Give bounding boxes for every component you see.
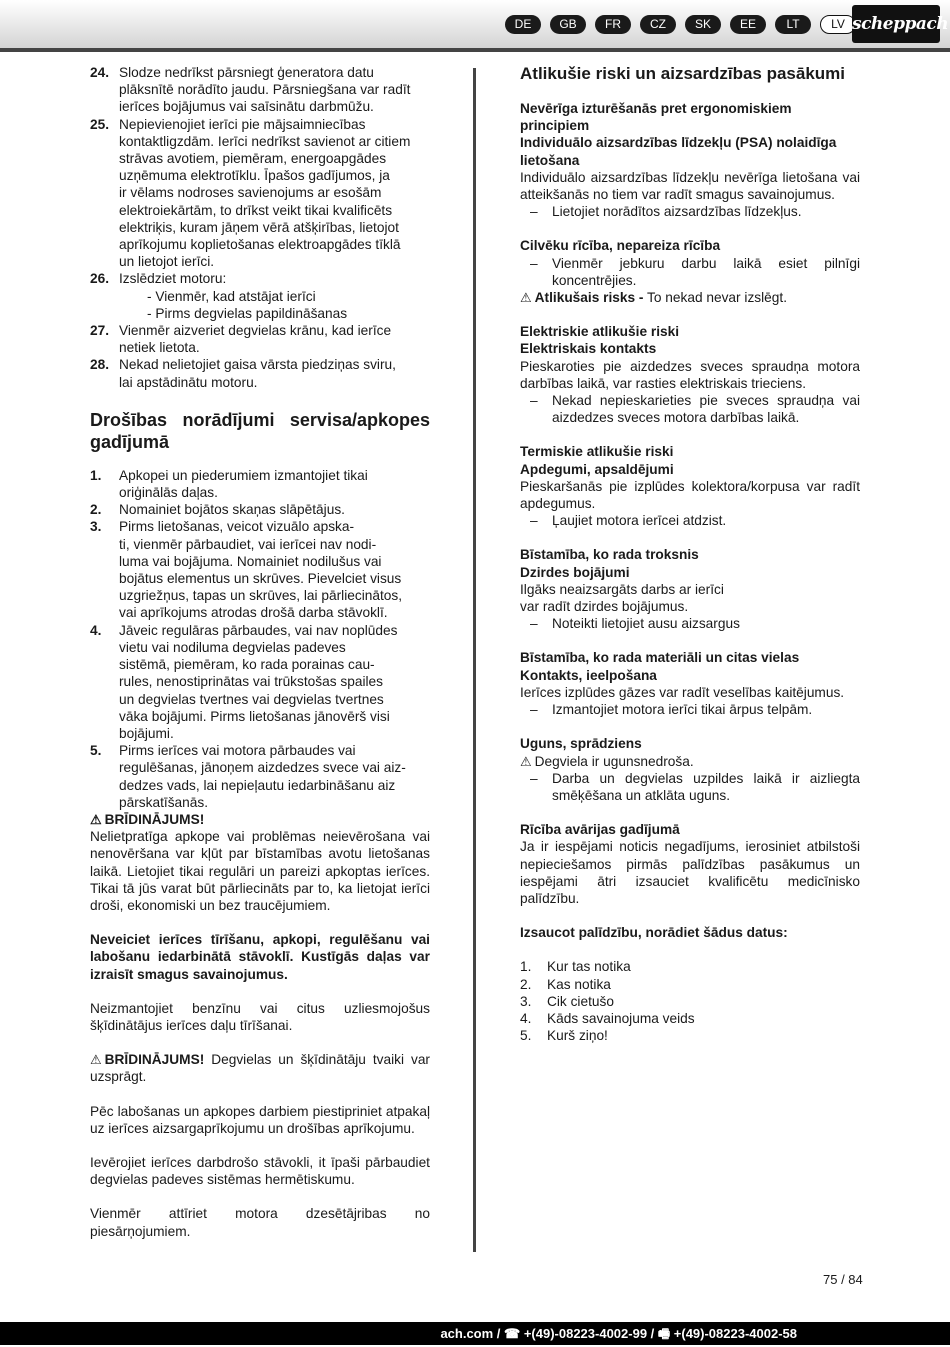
lang-tab-fr[interactable]: FR: [595, 15, 631, 34]
dash-item: – Vienmēr jebkuru darbu laikā esiet pilnīgi koncentrējies.: [530, 255, 860, 288]
electric-text: Pieskaroties pie aizdedzes sveces spraudņa motora darbības laikā, var rasties elektriskais trieciens.: [520, 358, 860, 391]
warning-triangle-icon: ⚠: [520, 753, 532, 769]
bold-paragraph: Neveiciet ierīces tīrīšanu, apkopi, regulēšanu vai labošanu iedarbinātā stāvoklī. Kustīgās daļas var izraisīt smagus savainojumus.: [90, 932, 430, 982]
heading-fire: Uguns, sprādziens: [520, 736, 642, 752]
right-column: [520, 64, 860, 1044]
dash-item: – Izmantojiet motora ierīci tikai ārpus telpām.: [530, 702, 813, 718]
subheading-material: Kontakts, ieelpošana: [520, 667, 657, 683]
warning-triangle-icon: ⚠: [520, 290, 532, 306]
material-text: Ierīces izplūdes gāzes var radīt veselības kaitējumus.: [520, 684, 845, 700]
warning-2: ⚠ BRĪDINĀJUMS! Degvielas un šķīdinātāju tvaiki var uzsprāgt.: [90, 1052, 430, 1085]
list-item: 24. Slodze nedrīkst pārsniegt ģeneratora datu plāksnītē norādīto jaudu. Pārsniegšana var radīt ierīces bojājumus vai saīsinātu darbmūžu.: [90, 65, 411, 115]
noise-line-2: var radīt dzirdes bojājumus.: [520, 599, 689, 615]
accident-text: Ja ir iespējami noticis negadījums, ierosiniet atbilstoši nepieciešamos pirmās palīdzības pasākumus un iespējami ātri izsauciet kvalificētu medicīnisko palīdzību.: [520, 839, 860, 906]
sub-item: - Pirms degvielas papildināšanas: [147, 305, 348, 321]
scheppach-logo: scheppach: [852, 5, 940, 43]
list-item: 3. Pirms lietošanas, veicot vizuālo apska- ti, vienmēr pārbaudiet, vai ierīcei nav nodi- luma vai bojājuma. Nomainiet nodilušus vai bojātus elementus un skrūves. Pievelciet visus uzgriežņus, tapas un skrūves, lai pārliecinātos, vai aprīkojums atrodas drošā darba stāvoklī.: [90, 519, 403, 621]
list-item: 2. Nomainiet bojātos skaņas slāpētājus.: [90, 502, 345, 518]
section-title-cont: gadījumā: [90, 431, 170, 452]
warning-triangle-icon: ⚠: [90, 1052, 102, 1068]
dash-item: – Nekad nepieskarieties pie sveces spraudņa vai aizdedzes sveces motora darbības laikā.: [530, 393, 860, 426]
page-number: 75 / 84: [823, 1272, 863, 1287]
list-item: 28. Nekad nelietojiet gaisa vārsta piedziņas sviru, lai apstādinātu motoru.: [90, 357, 396, 390]
list-item: 1. Apkopei un piederumiem izmantojiet tikai oriģinālās daļas.: [90, 467, 368, 501]
heading-material: Bīstamība, ko rada materiāli un citas vielas: [520, 650, 800, 666]
lang-tab-sk[interactable]: SK: [685, 15, 721, 34]
list-item: 27. Vienmēr aizveriet degvielas krānu, kad ierīce netiek lietota.: [90, 323, 392, 356]
residual-risk: ⚠ Atlikušais risks - To nekad nevar izslēgt.: [520, 290, 788, 306]
psa-text: Individuālo aizsardzības līdzekļu nevērīga lietošana vai atteikšanās no tiem var radīt smagus savainojumus.: [520, 169, 860, 203]
subheading-noise: Dzirdes bojājumi: [520, 564, 630, 580]
page-footer: [0, 1322, 950, 1345]
list-item: 2. Kas notika: [520, 976, 611, 992]
list-item: 3. Cik cietušo: [520, 993, 614, 1009]
noise-line-1: Ilgāks neaizsargāts darbs ar ierīci: [520, 581, 724, 597]
heading-accident: Rīcība avārijas gadījumā: [520, 822, 680, 838]
dash-item: – Noteikti lietojiet ausu aizsargus: [530, 616, 740, 632]
list-item: 4. Kāds savainojuma veids: [520, 1010, 695, 1026]
list-item: 5. Pirms ierīces vai motora pārbaudes vai regulēšanas, jānoņem aizdedzes svece vai aiz- dedzes vads, lai nepieļautu iedarbināšanu aiz pārskatīšanās.: [90, 743, 406, 810]
lang-tab-lv[interactable]: LV: [820, 15, 856, 34]
dash-item: – Ļaujiet motora ierīcei atdzist.: [530, 513, 727, 529]
list-item: 26. Izslēdziet motoru:: [90, 271, 227, 287]
subheading-thermal: Apdegumi, apsaldējumi: [520, 461, 674, 477]
list-item: 25. Nepievienojiet ierīci pie mājsaimniecības kontaktligzdām. Ierīci nedrīkst savienot ar citiem strāvas avotiem, piemēram, energoapgādes uzņēmuma elektrotīklu. Īpašos gadījumos, ja ir vēlams nodroses savienojums ar esošām elektroiekārtām, to drīkst veikt tikai kvalificēts elektriķis, kuram jāņem vērā atšķirības, lietojot aprīkojumu koplietošanas elektroapgādes tīklā un lietojot ierīci.: [90, 116, 411, 270]
lang-tab-ee[interactable]: EE: [730, 15, 766, 34]
thermal-text: Pieskaršanās pie izplūdes kolektora/korpusa var radīt apdegumus.: [520, 478, 860, 512]
lang-tab-lt[interactable]: LT: [775, 15, 811, 34]
lang-tab-cz[interactable]: CZ: [640, 15, 676, 34]
paragraph-safe-state: Ievērojiet ierīces darbdrošo stāvokli, it īpaši pārbaudiet degvielas padeves sistēmas hermētiskumu.: [90, 1154, 430, 1188]
lang-tab-de[interactable]: DE: [505, 15, 541, 34]
heading-psa: Individuālo aizsardzības līdzekļu (PSA) nolaidīga lietošana: [520, 135, 837, 168]
contact-info: ach.com / ☎ +(49)-08223-4002-99 / 🖷 +(49)-08223-4002-58: [440, 1326, 797, 1341]
page-title: Atlikušie riski un aizsardzības pasākumi: [520, 64, 846, 83]
sub-item: - Vienmēr, kad atstājat ierīci: [147, 288, 316, 304]
language-tabs: [505, 15, 865, 34]
paragraph-benzine: Neizmantojiet benzīnu vai citus uzliesmojošus šķīdinātājus ierīces daļu tīrīšanai.: [90, 1000, 430, 1033]
fire-text: ⚠ Degviela ir ugunsnedroša.: [520, 753, 694, 769]
dash-item: – Darba un degvielas uzpildes laikā ir aizliegta smēķēšana un atklāta uguns.: [530, 770, 860, 803]
list-item: 1. Kur tas notika: [520, 959, 631, 975]
list-item: 4. Jāveic regulāras pārbaudes, vai nav noplūdes vietu vai nodiluma degvielas padeves sistēmā, piemēram, ko rada porainas cau- rules, nenostiprinātas vai trūkstošas spailes un degvielas tvertnes vai degvielas tvertnes vāka bojājumi. Pirms lietošanas jānovērš visi bojājumi.: [90, 622, 398, 741]
heading-thermal: Termiskie atlikušie riski: [520, 444, 674, 460]
heading-electric: Elektriskie atlikušie riski: [520, 324, 680, 340]
warning-heading: ⚠ BRĪDINĀJUMS!: [90, 811, 205, 827]
page-header: [0, 0, 950, 52]
heading-ergonomics: Nevērīga izturēšanās pret ergonomiskiem principiem: [520, 101, 792, 134]
heading-call: Izsaucot palīdzību, norādiet šādus datus:: [520, 925, 788, 941]
subheading-electric: Elektriskais kontakts: [520, 341, 657, 357]
paragraph-clean: Vienmēr attīriet motora dzesētājribas no piesārņojumiem.: [90, 1206, 430, 1239]
heading-noise: Bīstamība, ko rada troksnis: [520, 547, 699, 563]
warning-text: Nelietpratīga apkope vai problēmas neievērošana vai nenovēršana var kļūt par bīstamības avotu lietošanas laikā. Lietojiet tikai regulāri un pareizi apkoptas ierīces. Tikai tā jūs varat būt pārliecināts par to, ka lietojat ierīci droši, ekonomiski un bez traucējumiem.: [90, 829, 430, 913]
heading-human: Cilvēku rīcība, nepareiza rīcība: [520, 238, 721, 254]
warning-triangle-icon: ⚠: [90, 811, 102, 827]
lang-tab-gb[interactable]: GB: [550, 15, 586, 34]
dash-item: – Lietojiet norādītos aizsardzības līdzekļus.: [530, 204, 802, 220]
section-title: Drošības norādījumi servisa/apkopes: [90, 409, 430, 430]
list-item: 5. Kurš ziņo!: [520, 1028, 608, 1044]
column-divider: [473, 68, 476, 1252]
left-column: [90, 64, 430, 1240]
paragraph-after-repair: Pēc labošanas un apkopes darbiem piestipriniet atpakaļ uz ierīces aizsargaprīkojumu un drošības aprīkojumu.: [90, 1103, 430, 1136]
